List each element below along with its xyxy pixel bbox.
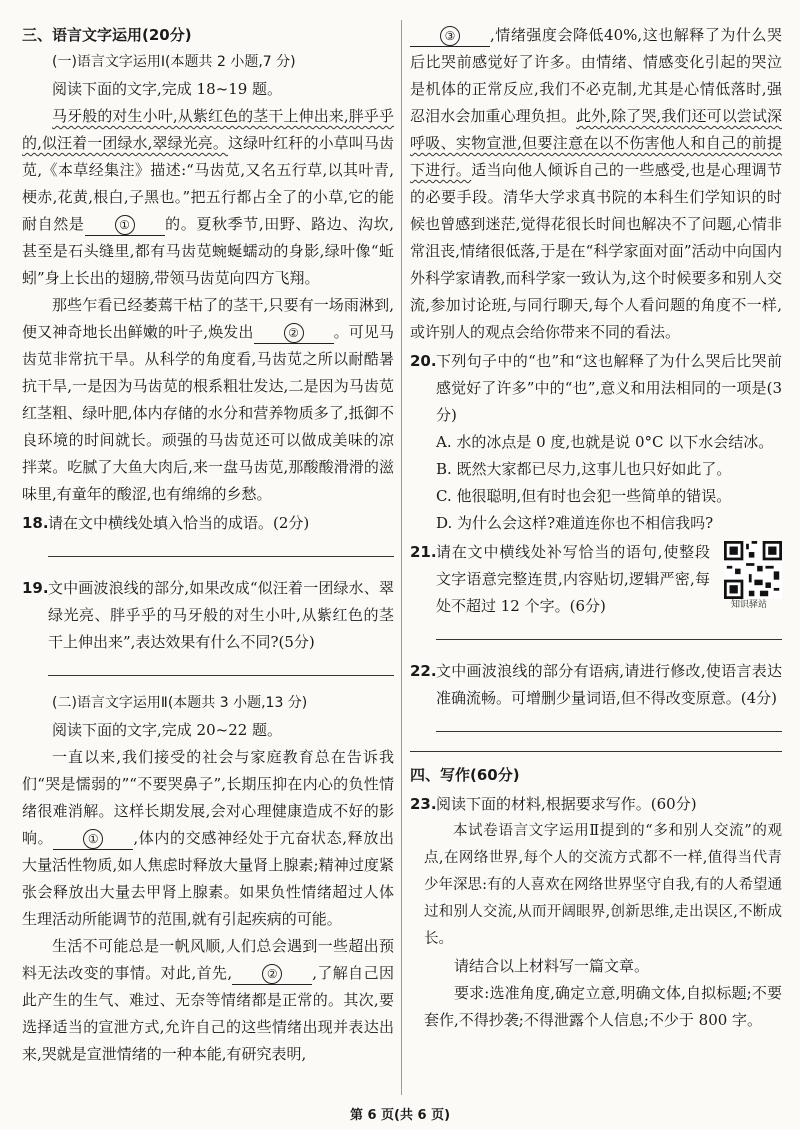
qr-caption: 知识驿站 xyxy=(730,600,767,610)
question-18: 18. 请在文中横线处填入恰当的成语。(2分) xyxy=(22,514,310,532)
wavy-underlined-text: 马牙般的对生小叶,从紫红色的茎干上伸出来,胖乎乎的,似汪着一团绿水,翠绿光亮。 xyxy=(22,107,394,152)
question-21: 21. 知识驿站 请在文中横线处补写恰当的语句,使整段文字语意完整连贯,内容贴切,逻辑严密,每处不超过 12 个字。(6分) xyxy=(410,539,782,620)
left-column xyxy=(22,22,394,1068)
column-divider xyxy=(401,20,402,1095)
question-19: 19. 文中画波浪线的部分,如果改成“似汪着一团绿水、翠绿光亮、胖乎乎的马牙般的对生小叶,从紫红色的茎干上伸出来”,表达效果有什么不同?(5分) xyxy=(22,579,394,651)
part1-instruction: 阅读下面的文字,完成 18~19 题。 xyxy=(52,80,283,98)
passage2-paragraph1: 一直以来,我们接受的社会与家庭教育总在告诉我们“哭是懦弱的”“不要哭鼻子”,长期压抑在内心的负性情绪很难消解。这样长期发展,会对心理健康造成不好的影响。 ① ,体内的交感神经处于亢奋状态,释放出大量活性物质,如人焦虑时释放大量肾上腺素;精神过度紧张会释放出大量去甲肾上腺素。如果负性情绪超过人体生理活动所能调节的范围,就有引起疾病的可能。 xyxy=(22,748,394,928)
writing-material: 本试卷语言文字运用Ⅱ提到的“多和别人交流”的观点,在网络世界,每个人的交流方式都不一样,值得当代青少年深思:有的人喜欢在网络世界坚守自我,有的人希望通过和别人交流,从而开阔眼界,创新思维,走出误区,不断成长。 xyxy=(424,823,782,947)
answer-line[interactable] xyxy=(48,555,394,557)
part2-instruction: 阅读下面的文字,完成 20~22 题。 xyxy=(52,721,283,739)
fill-blank[interactable]: ② xyxy=(232,963,312,985)
option-c[interactable]: C. 他很聪明,但有时也会犯一些简单的错误。 xyxy=(436,487,732,505)
part2-header: (二)语言文字运用Ⅱ(本题共 3 小题,13 分) xyxy=(52,695,308,711)
option-a[interactable]: A. 水的冰点是 0 度,也就是说 0°C 以下水会结冰。 xyxy=(436,433,774,451)
passage2-paragraph2: 生活不可能总是一帆风顺,人们总会遇到一些超出预料无法改变的事情。对此,首先, ② ,了解自己因此产生的生气、难过、无奈等情绪都是正常的。其次,要选择适当的宣泄方式,允许自己的这些情绪出现并表达出来,哭就是宣泄情绪的一种本能,有研究表明, xyxy=(22,937,394,1063)
option-d[interactable]: D. 为什么会这样?难道连你也不相信我吗? xyxy=(436,514,714,532)
question-22: 22. 文中画波浪线的部分有语病,请进行修改,使语言表达准确流畅。可增删少量词语,但不得改变原意。(4分) xyxy=(410,662,782,707)
fill-blank[interactable]: ① xyxy=(85,214,165,236)
q20-options xyxy=(436,429,782,537)
answer-line[interactable] xyxy=(48,674,394,676)
section-title: 四、写作(60分) xyxy=(410,766,520,784)
qr-code-block[interactable] xyxy=(716,539,782,611)
writing-prompt: 请结合以上材料写一篇文章。 xyxy=(454,957,650,975)
part1-header: (一)语言文字运用Ⅰ(本题共 2 小题,7 分) xyxy=(52,54,296,70)
section-title: 三、语言文字运用(20分) xyxy=(22,26,192,44)
fill-blank[interactable]: ① xyxy=(53,828,133,850)
answer-line[interactable] xyxy=(436,730,782,732)
fill-blank[interactable]: ② xyxy=(254,322,334,344)
right-column xyxy=(410,22,782,1034)
answer-line[interactable] xyxy=(436,638,782,640)
question-23: 23. 阅读下面的材料,根据要求写作。(60分) xyxy=(410,795,697,813)
page-footer: 第 6 页(共 6 页) xyxy=(349,1108,451,1123)
passage2-continued: ③ ,情绪强度会降低40%,这也解释了为什么哭后比哭前感觉好了许多。由情绪、情感变化引起的哭泣是机体的正常反应,我们不必克制,尤其是心情低落时,强忍泪水会加重心理负担。此外,除了哭,我们还可以尝试深呼吸、实物宣泄,但要注意在以不伤害他人和自己的前提下进行。适当向他人倾诉自己的一些感受,也是心理调节的必要手段。清华大学求真书院的本科生们学知识的时候也曾感到迷茫,觉得花很长时间也解决不了问题,心情非常沮丧,情绪很低落,于是在“科学家面对面”活动中向国内外科学家请教,而科学家一致认为,这个时候要多和别人交流,参加讨论班,与同行聊天,每个人看问题的角度不一样,或许别人的观点会给你带来不同的看法。 xyxy=(410,26,782,341)
qr-code-icon xyxy=(724,541,782,599)
option-b[interactable]: B. 既然大家都已尽力,这事儿也只好如此了。 xyxy=(436,460,732,478)
section-separator xyxy=(410,750,782,752)
wavy-underlined-text: 此外,除了哭,我们还可以尝试深呼吸、实物宣泄,但要注意在以不伤害他人和自己的前提下进行。 xyxy=(410,107,782,179)
fill-blank[interactable]: ③ xyxy=(410,25,490,47)
passage1-paragraph2: 那些乍看已经萎蔫干枯了的茎干,只要有一场雨淋到,便又神奇地长出鲜嫩的叶子,焕发出 ② 。可见马齿苋非常抗干旱。从科学的角度看,马齿苋之所以耐酷暑抗干旱,一是因为马齿苋的根系粗壮发达,二是因为马齿苋红茎粗、绿叶肥,体内存储的水分和营养物质多了,抵御不良环境的时间就长。顽强的马齿苋还可以做成美味的凉拌菜。吃腻了大鱼大肉后,来一盘马齿苋,那酸酸滑滑的滋味里,有童年的酸涩,也有绵绵的乡愁。 xyxy=(22,296,394,503)
writing-requirements: 要求:选准角度,确定立意,明确文体,自拟标题;不要套作,不得抄袭;不得泄露个人信息;不少于 800 字。 xyxy=(424,984,782,1029)
passage1-paragraph1: 马牙般的对生小叶,从紫红色的茎干上伸出来,胖乎乎的,似汪着一团绿水,翠绿光亮。这绿叶红秆的小草叫马齿苋,《本草经集注》描述:“马齿苋,又名五行草,以其叶青,梗赤,花黄,根白,子黑也。”把五行都占全了的小草,它的能耐自然是 ① 的。夏秋季节,田野、路边、沟坎,甚至是石头缝里,都有马齿苋蜿蜒蠕动的身影,绿叶像“蚯蚓”身上长出的翅膀,带领马齿苋向四方飞翔。 xyxy=(22,107,394,287)
question-20: 20. 下列句子中的“也”和“这也解释了为什么哭后比哭前感觉好了许多”中的“也”,意义和用法相同的一项是(3分) xyxy=(410,352,782,424)
